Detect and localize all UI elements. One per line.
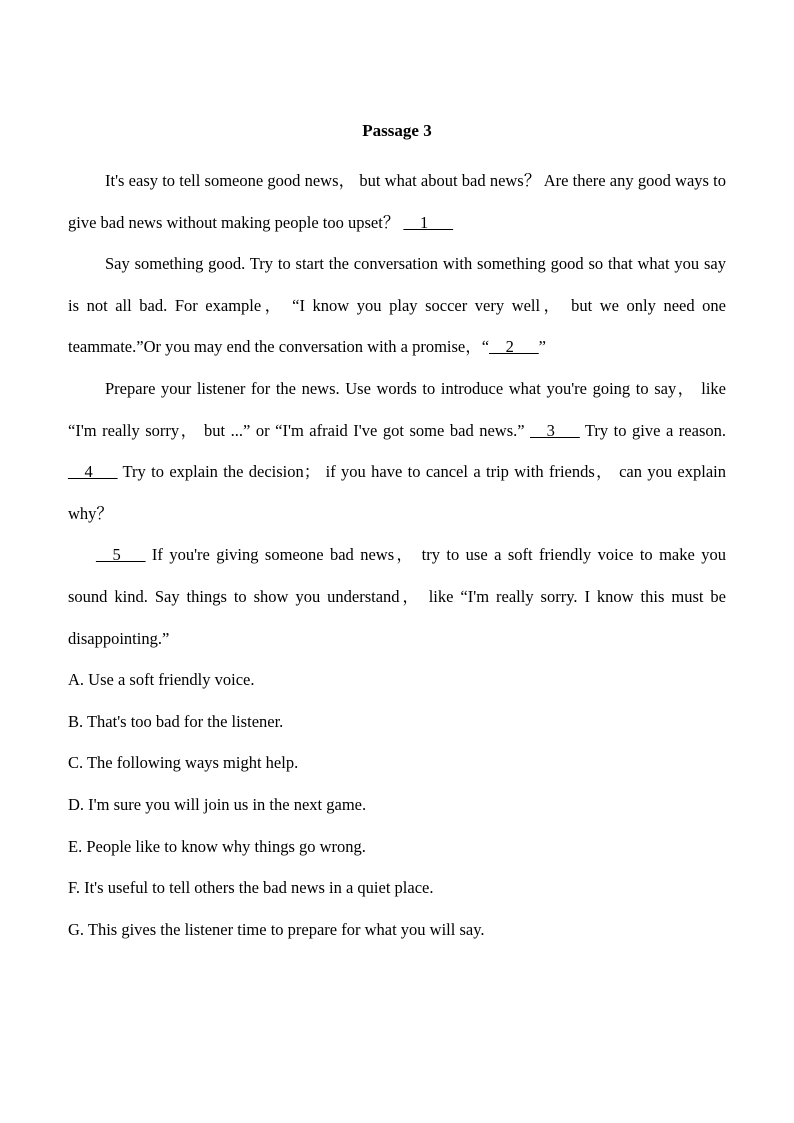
paragraph-4-text: If you're giving someone bad news， try to use a soft friendly voice to make you sound kind. Say things to show you understand， like “I'm really sorry. I know this must be disappointing.” <box>68 545 726 648</box>
option-f: F. It's useful to tell others the bad news in a quiet place. <box>68 878 434 898</box>
paragraph-1 <box>68 160 726 243</box>
blank-5: __5___ <box>96 545 146 565</box>
option-a: A. Use a soft friendly voice. <box>68 670 255 690</box>
option-g: G. This gives the listener time to prepare for what you will say. <box>68 919 485 939</box>
blank-1: __1___ <box>403 212 453 232</box>
paragraph-3-reason: Try to give a reason. <box>579 420 726 440</box>
option-c: C. The following ways might help. <box>68 753 299 773</box>
option-b: B. That's too bad for the listener. <box>68 711 284 731</box>
option-e: E. People like to know why things go wrong. <box>68 836 366 856</box>
passage-body <box>68 160 726 950</box>
paragraph-3-text: Prepare your listener for the news. Use words to introduce what you're going to say， like “I'm really sorry， but ...” or “I'm afraid I've got some bad news.” <box>68 378 726 440</box>
option-d: D. I'm sure you will join us in the next game. <box>68 794 367 814</box>
blank-2: __2___ <box>489 337 539 357</box>
paragraph-2 <box>68 243 726 368</box>
paragraph-3-explain: Try to explain the decision； if you have to cancel a trip with friends， can you explain why？ <box>68 462 726 523</box>
paragraph-2-end: ” <box>538 337 546 357</box>
paragraph-1-text: It's easy to tell someone good news， but what about bad news？ Are there any good ways to give bad news without making people too upset？ <box>68 171 726 232</box>
paragraph-4 <box>68 534 726 659</box>
paragraph-2-text: Say something good. Try to start the conversation with something good so that what you say is not all bad. For example， “I know you play soccer very well， but we only need one teammate.”Or you may end the conversation with a promise，“ <box>68 254 726 357</box>
paragraph-3 <box>68 368 726 534</box>
blank-3: __3___ <box>530 420 580 440</box>
passage-title: Passage 3 <box>362 121 432 140</box>
blank-4: __4___ <box>68 462 118 482</box>
